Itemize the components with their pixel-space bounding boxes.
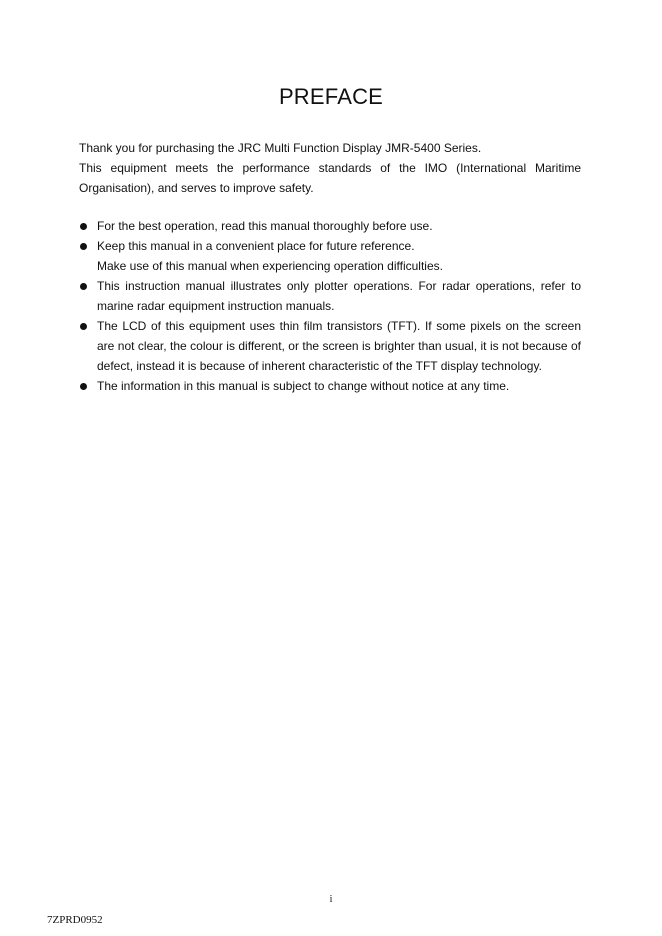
preface-bullet-list: [79, 216, 581, 396]
bullet-icon: [80, 223, 87, 230]
intro-paragraph-standards: This equipment meets the performance standards of the IMO (International Maritime Organisation), and serves to improve safety.: [79, 161, 581, 195]
bullet-icon: [80, 243, 87, 250]
list-item-text: This instruction manual illustrates only plotter operations. For radar operations, refer to marine radar equipment instruction manuals.: [97, 279, 581, 313]
page-title: PREFACE: [278, 84, 384, 109]
list-item-text: For the best operation, read this manual thoroughly before use.: [97, 219, 433, 233]
document-code: 7ZPRD0952: [47, 914, 103, 926]
list-item: [79, 316, 581, 376]
list-item-text: Keep this manual in a convenient place for future reference.: [97, 239, 415, 253]
page-number: i: [329, 894, 333, 905]
list-item-text: The information in this manual is subject to change without notice at any time.: [97, 379, 510, 393]
list-item: [79, 376, 581, 396]
list-item-text: The LCD of this equipment uses thin film transistors (TFT). If some pixels on the screen are not clear, the colour is different, or the screen is brighter than usual, it is not because of defect, instead it is because of inherent characteristic of the TFT display technology.: [97, 319, 581, 373]
bullet-icon: [80, 323, 87, 330]
intro-paragraph-thanks: Thank you for purchasing the JRC Multi Function Display JMR-5400 Series.: [79, 141, 482, 155]
intro-section: [79, 138, 581, 198]
list-item: [79, 276, 581, 316]
bullet-icon: [80, 283, 87, 290]
list-item-subtext: Make use of this manual when experiencing operation difficulties.: [97, 259, 443, 273]
bullet-icon: [80, 383, 87, 390]
list-item: [79, 216, 581, 236]
list-item: [79, 236, 581, 276]
